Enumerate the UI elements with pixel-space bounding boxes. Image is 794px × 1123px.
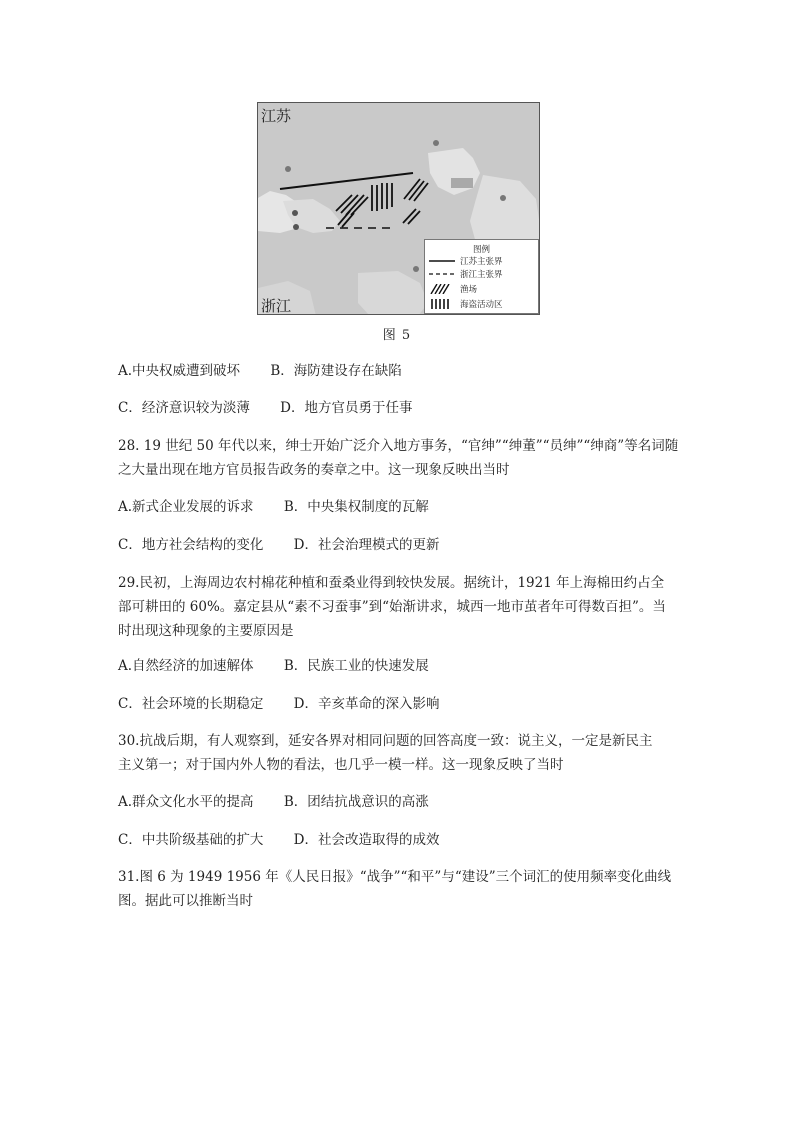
q28-stem-line: 之大量出现在地方官员报告政务的奏章之中。这一现象反映出当时 <box>118 462 510 478</box>
q28-option-d[interactable]: D．社会治理模式的更新 <box>293 537 440 553</box>
place-marker <box>413 266 419 272</box>
legend-title: 图例 <box>472 245 490 255</box>
urban-area <box>451 178 473 188</box>
legend-item-fishing <box>429 283 477 295</box>
q30-option-b[interactable]: B．团结抗战意识的高涨 <box>283 794 429 810</box>
vertical-hatch-symbol <box>429 299 455 309</box>
q28-option-c[interactable]: C．地方社会结构的变化 <box>118 537 264 553</box>
jiangsu-claim-line <box>280 173 413 189</box>
legend-label: 江苏主张界 <box>460 257 503 267</box>
q29-option-c[interactable]: C．社会环境的长期稳定 <box>118 696 264 712</box>
q30-stem-line: 30.抗战后期，有人观察到，延安各界对相同问题的回答高度一致：说主义，一定是新民主 <box>118 733 653 749</box>
legend-item-zhejiang <box>429 268 503 280</box>
legend-item-pirate <box>429 298 503 310</box>
dashed-line-symbol <box>429 269 455 279</box>
region-label-north: 江苏 <box>261 107 292 125</box>
q28-option-a[interactable]: A.新式企业发展的诉求 <box>118 499 254 515</box>
q27-option-a[interactable]: A.中央权威遭到破坏 <box>118 363 241 379</box>
fishing-ground-hatch <box>336 195 420 227</box>
place-marker <box>433 140 439 146</box>
q29-options-row2 <box>118 694 439 714</box>
legend-label: 海盗活动区 <box>460 300 503 310</box>
map-legend <box>424 239 539 314</box>
q27-option-d[interactable]: D．地方官员勇于任事 <box>280 400 413 416</box>
q27-option-c[interactable]: C．经济意识较为淡薄 <box>118 400 250 416</box>
map-figure <box>257 102 540 315</box>
land-south-islands <box>358 271 428 315</box>
region-label-south: 浙江 <box>261 297 292 315</box>
q30-option-d[interactable]: D．社会改造取得的成效 <box>293 832 440 848</box>
q29-stem-line: 29.民初，上海周边农村棉花种植和蚕桑业得到较快发展。据统计，1921 年上海棉田约占全 <box>118 575 665 591</box>
q30-option-a[interactable]: A.群众文化水平的提高 <box>118 794 254 810</box>
q29-option-b[interactable]: B．民族工业的快速发展 <box>283 658 429 674</box>
q30-options-row2 <box>118 830 439 850</box>
q29-stem-line: 部可耕田的 60%。嘉定县从“素不习蚕事”到“始渐讲求，城西一地市茧者年可得数百担”。当 <box>118 599 666 615</box>
q30-stem-line: 主义第一；对于国内外人物的看法，也几乎一模一样。这一现象反映了当时 <box>118 757 564 773</box>
figure-caption: 图 5 <box>382 328 412 343</box>
diagonal-hatch-symbol <box>429 284 455 294</box>
q27-options-row1 <box>118 361 402 381</box>
pirate-zone-hatch <box>372 179 428 211</box>
q29-option-a[interactable]: A.自然经济的加速解体 <box>118 658 254 674</box>
solid-line-symbol <box>429 256 455 266</box>
q29-stem-line: 时出现这种现象的主要原因是 <box>118 623 294 639</box>
q27-option-b[interactable]: B．海防建设存在缺陷 <box>270 363 402 379</box>
legend-label: 浙江主张界 <box>460 270 503 280</box>
legend-item-jiangsu <box>429 255 503 267</box>
q31-stem-line: 31.图 6 为 1949 1956 年《人民日报》“战争”“和平”与“建设”三个词汇的使用频率变化曲线 <box>118 869 672 885</box>
q30-option-c[interactable]: C．中共阶级基础的扩大 <box>118 832 264 848</box>
place-marker <box>500 195 506 201</box>
place-marker <box>285 166 291 172</box>
q31-stem-line: 图。据此可以推断当时 <box>118 893 253 909</box>
place-marker <box>293 224 299 230</box>
q29-options-row1 <box>118 656 429 676</box>
q29-option-d[interactable]: D．辛亥革命的深入影响 <box>293 696 440 712</box>
q28-option-b[interactable]: B．中央集权制度的瓦解 <box>283 499 429 515</box>
q27-options-row2 <box>118 398 412 418</box>
legend-label: 渔场 <box>460 285 478 295</box>
q28-options-row1 <box>118 497 429 517</box>
q30-options-row1 <box>118 792 429 812</box>
place-marker <box>292 210 298 216</box>
q28-options-row2 <box>118 535 439 555</box>
q28-stem-line: 28. 19 世纪 50 年代以来，绅士开始广泛介入地方事务，“官绅”“绅董”“员绅”“绅商”等名词随 <box>118 438 679 454</box>
